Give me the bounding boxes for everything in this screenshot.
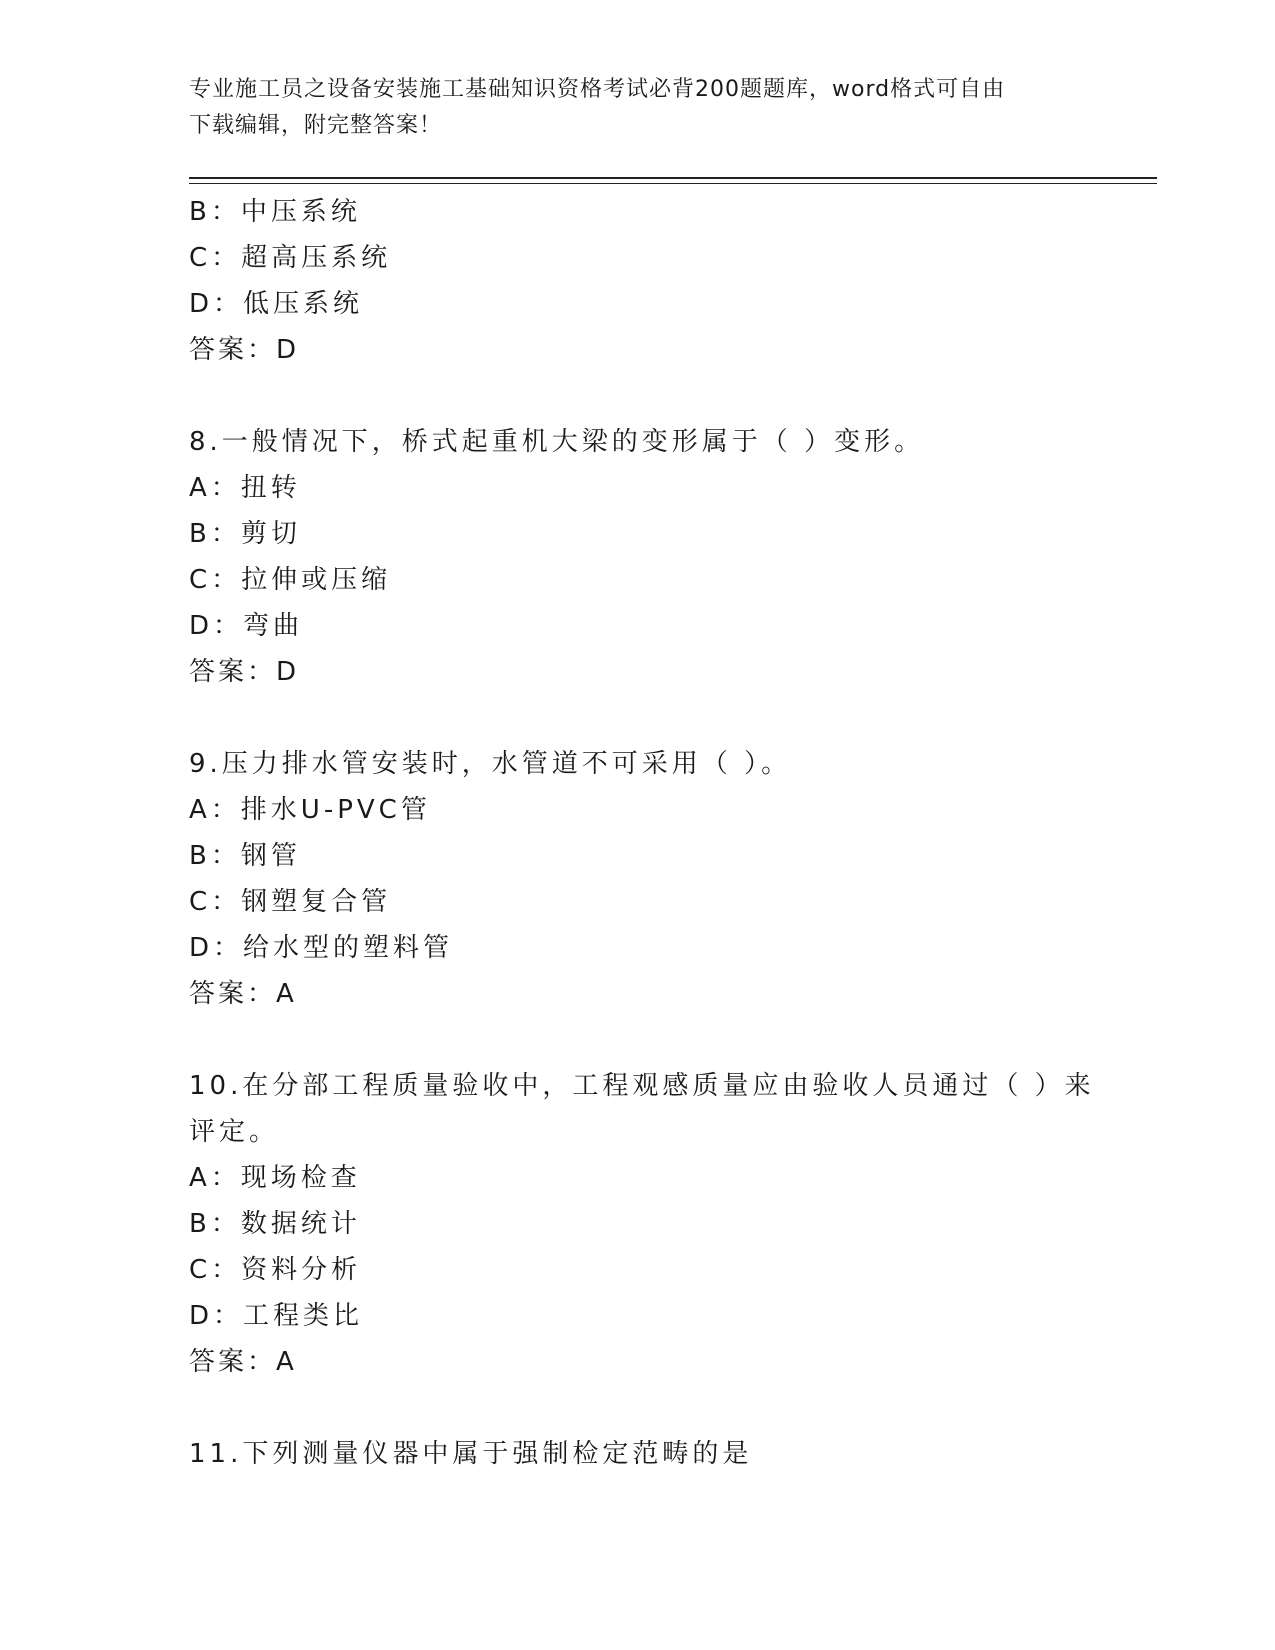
- q10-option-a: A：现场检查: [189, 1163, 361, 1193]
- q9-option-b: B：钢管: [189, 841, 301, 871]
- header-divider-thick: [189, 177, 1157, 179]
- document-header: [189, 72, 1089, 144]
- q8-answer: 答案：D: [189, 657, 300, 687]
- q10-option-d: D：工程类比: [189, 1301, 364, 1331]
- q8-option-b: B：剪切: [189, 519, 301, 549]
- q10-answer: 答案：A: [189, 1347, 297, 1377]
- q10-option-b: B：数据统计: [189, 1209, 361, 1239]
- q11-question: 11.下列测量仪器中属于强制检定范畴的是: [189, 1439, 753, 1469]
- q7-option-d: D：低压系统: [189, 289, 364, 319]
- spacer: [189, 1017, 1089, 1063]
- q7-answer: 答案：D: [189, 335, 300, 365]
- q10-option-c: C：资料分析: [189, 1255, 362, 1285]
- header-title-line1: 专业施工员之设备安装施工基础知识资格考试必背200题题库，word格式可自由: [189, 77, 1006, 102]
- q8-option-a: A：扭转: [189, 473, 301, 503]
- spacer: [189, 695, 1089, 741]
- q10-question-line1: 10.在分部工程质量验收中，工程观感质量应由验收人员通过（ ）来: [189, 1071, 1095, 1101]
- q9-answer: 答案：A: [189, 979, 297, 1009]
- q8-option-c: C：拉伸或压缩: [189, 565, 392, 595]
- q9-question: 9.压力排水管安装时，水管道不可采用（ ）。: [189, 749, 792, 779]
- spacer: [189, 1385, 1089, 1431]
- header-divider-thin: [189, 183, 1157, 184]
- q8-question: 8.一般情况下，桥式起重机大梁的变形属于（ ）变形。: [189, 427, 925, 457]
- spacer: [189, 373, 1089, 419]
- header-title-line2: 下载编辑，附完整答案！: [189, 113, 443, 138]
- q8-option-d: D：弯曲: [189, 611, 304, 641]
- q7-option-c: C：超高压系统: [189, 243, 392, 273]
- q9-option-d: D：给水型的塑料管: [189, 933, 454, 963]
- document-body: [189, 189, 1095, 1477]
- q9-option-c: C：钢塑复合管: [189, 887, 392, 917]
- q7-option-b: B：中压系统: [189, 197, 361, 227]
- q10-question-line2: 评定。: [189, 1117, 280, 1147]
- q9-option-a: A：排水U-PVC管: [189, 795, 431, 825]
